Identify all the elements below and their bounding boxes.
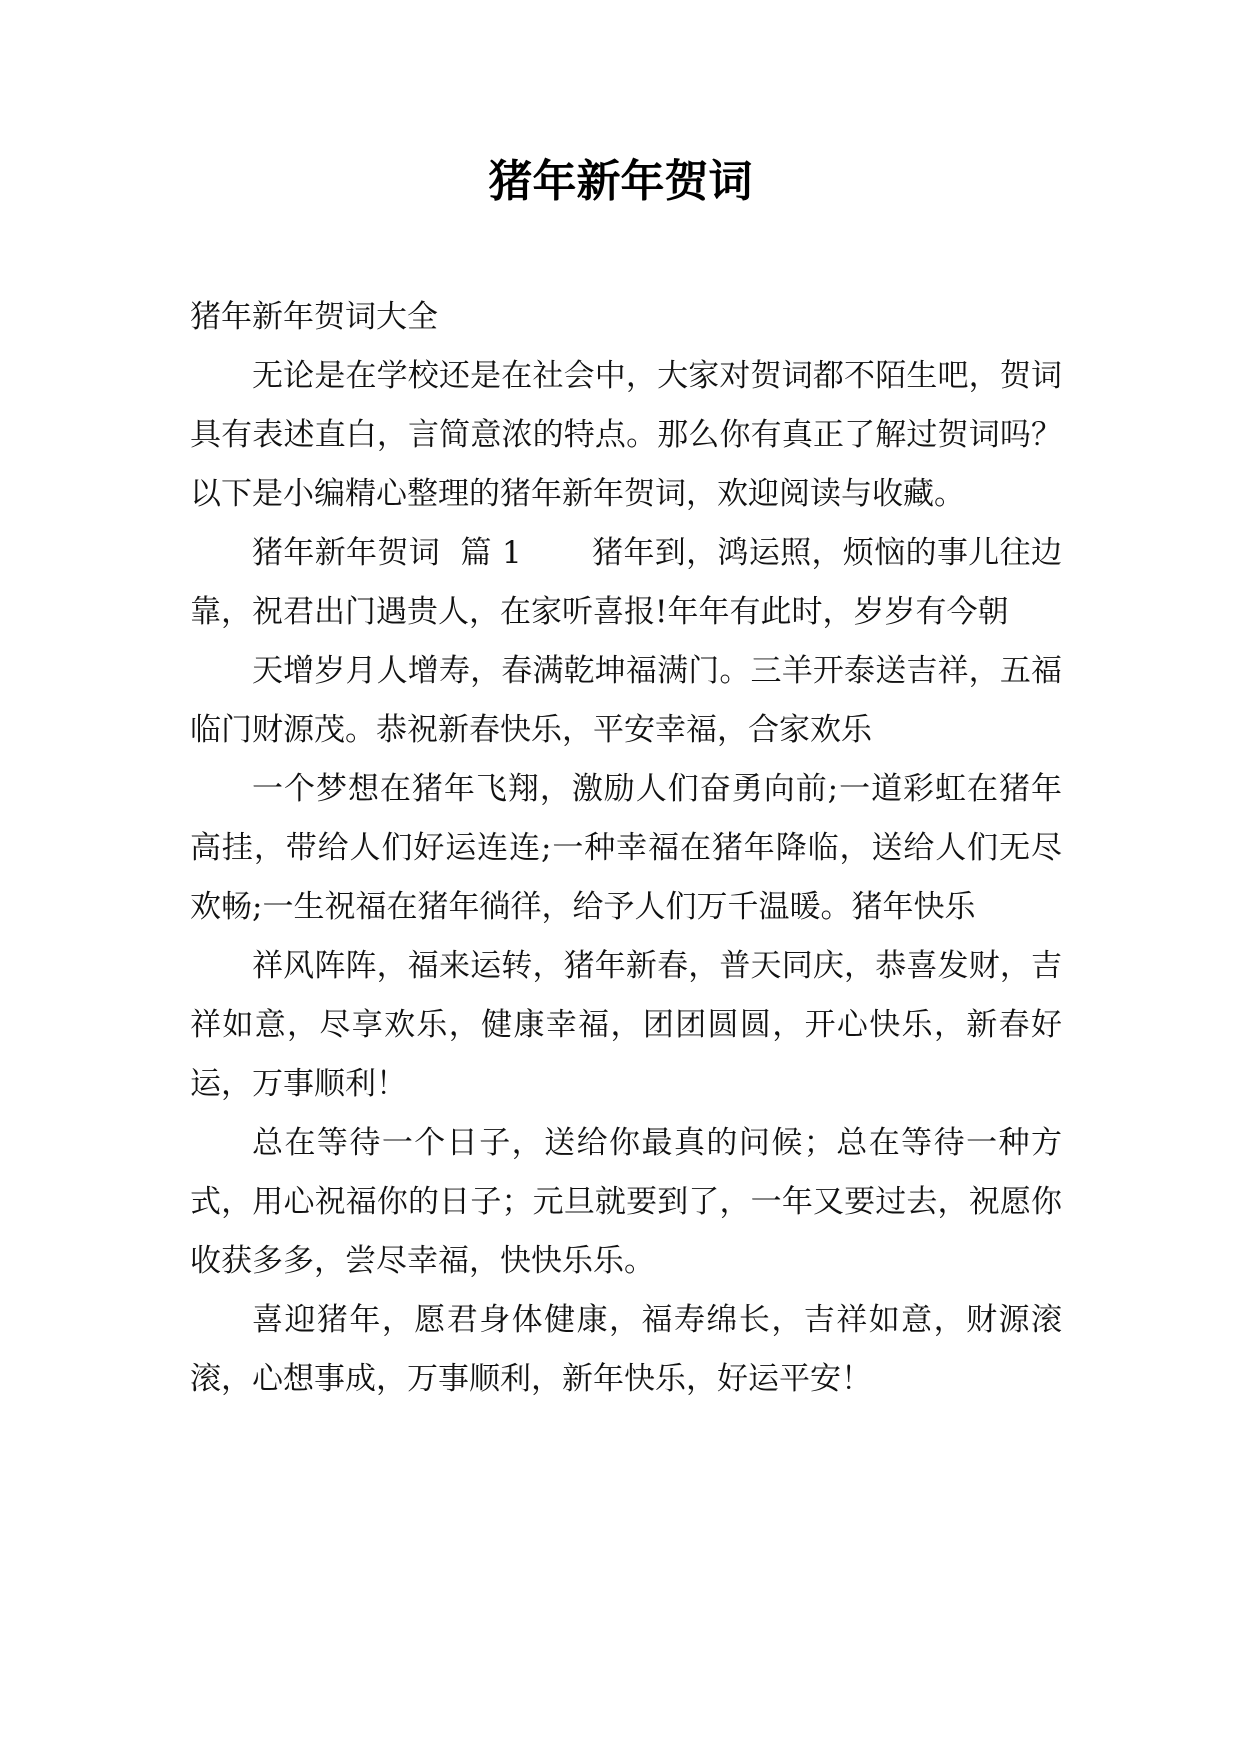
document-title: 猪年新年贺词 bbox=[488, 156, 753, 207]
body-paragraph: 祥风阵阵，福来运转，猪年新春，普天同庆，恭喜发财，吉祥如意，尽享欢乐，健康幸福，团团圆圆，开心快乐，新春好运，万事顺利！ bbox=[190, 948, 1062, 1102]
section-paragraph bbox=[190, 524, 1062, 642]
section-heading: 猪年新年贺词 篇 1 bbox=[252, 535, 522, 571]
document-subtitle: 猪年新年贺词大全 bbox=[190, 299, 438, 335]
body-paragraph: 一个梦想在猪年飞翔，激励人们奋勇向前;一道彩虹在猪年高挂，带给人们好运连连;一种幸福在猪年降临，送给人们无尽欢畅;一生祝福在猪年徜徉，给予人们万千温暖。猪年快乐 bbox=[190, 771, 1062, 925]
body-paragraph: 喜迎猪年，愿君身体健康，福寿绵长，吉祥如意，财源滚滚，心想事成，万事顺利，新年快乐，好运平安！ bbox=[190, 1302, 1062, 1397]
body-paragraph: 天增岁月人增寿，春满乾坤福满门。三羊开泰送吉祥，五福临门财源茂。恭祝新春快乐，平安幸福，合家欢乐 bbox=[190, 653, 1062, 748]
intro-paragraph: 无论是在学校还是在社会中，大家对贺词都不陌生吧，贺词具有表述直白，言简意浓的特点。那么你有真正了解过贺词吗？以下是小编精心整理的猪年新年贺词，欢迎阅读与收藏。 bbox=[190, 358, 1062, 512]
body-paragraph: 总在等待一个日子，送给你最真的问候；总在等待一种方式，用心祝福你的日子；元旦就要到了，一年又要过去，祝愿你收获多多，尝尽幸福，快快乐乐。 bbox=[190, 1125, 1062, 1279]
document-body bbox=[190, 288, 1062, 1409]
section-text: 猪年到，鸿运照，烦恼的事儿往边靠，祝君出门遇贵人，在家听喜报!年年有此时，岁岁有今朝 bbox=[190, 535, 1062, 630]
